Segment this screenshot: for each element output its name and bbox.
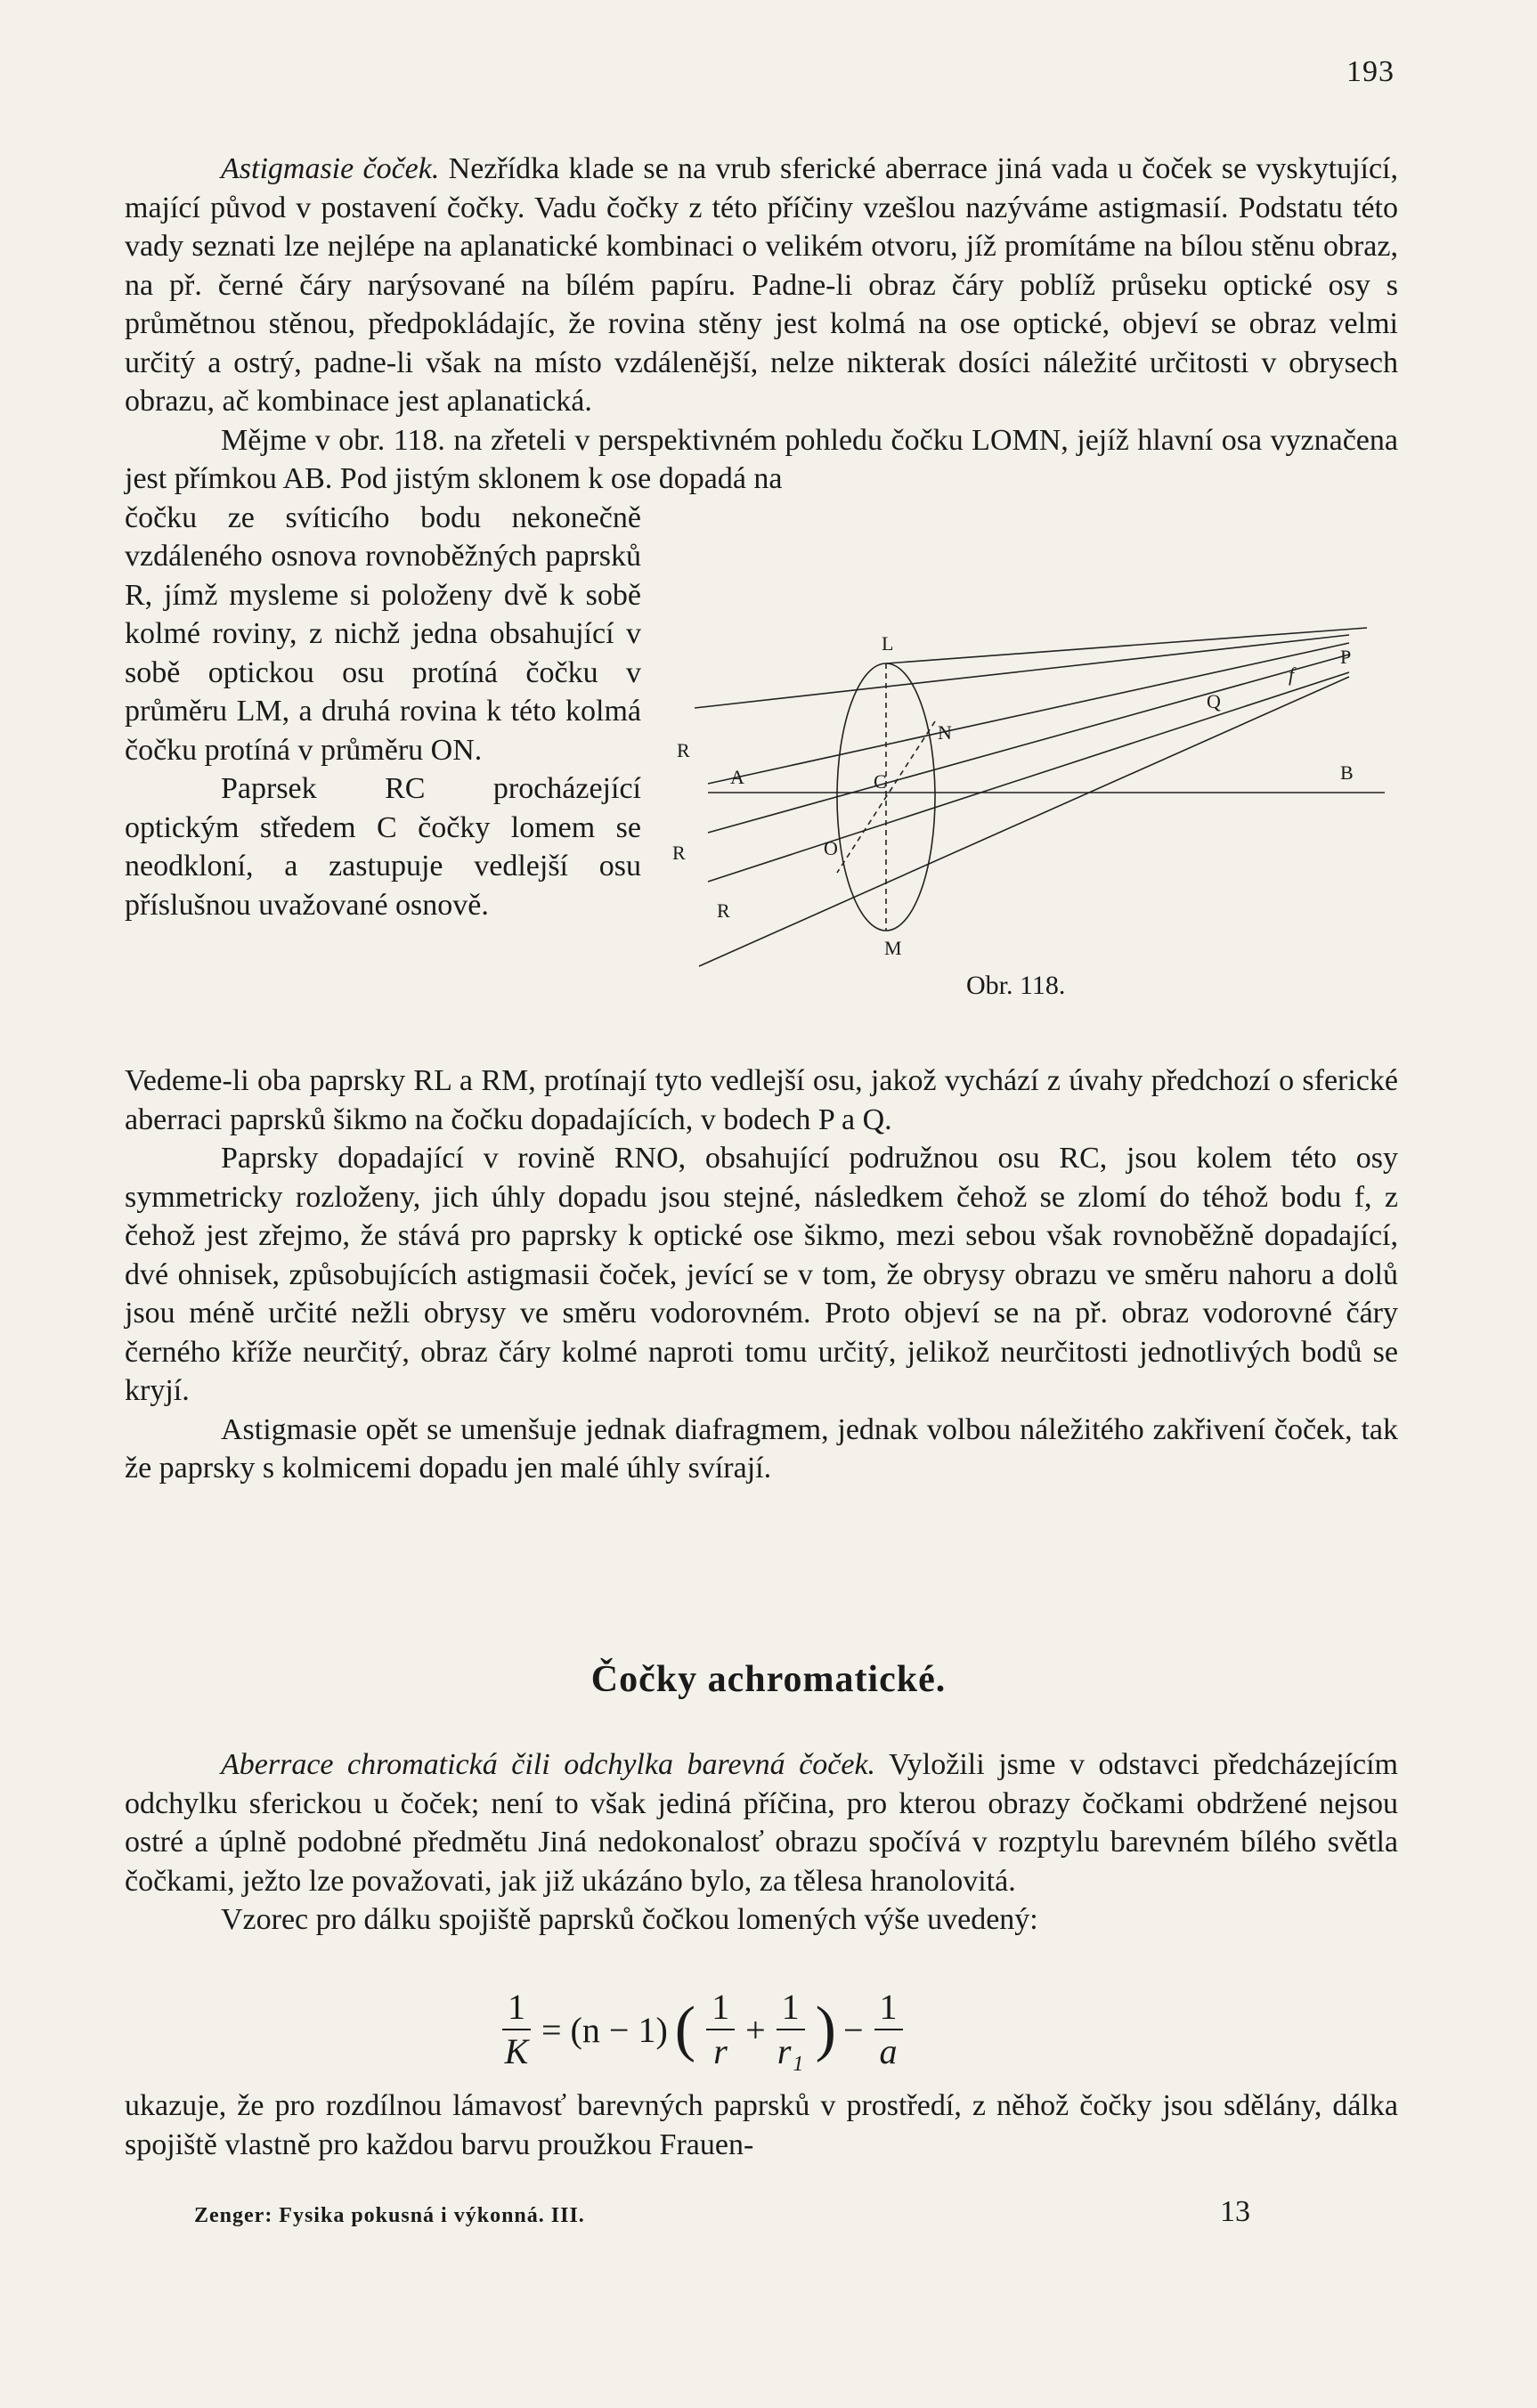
paragraph bbox=[125, 1745, 1398, 1900]
fraction-a: $\frac{1}{a}$ bbox=[874, 1986, 903, 2073]
formula-equals: = (n − 1) bbox=[541, 2009, 668, 2050]
label-R-upper: R bbox=[677, 739, 690, 761]
ray-RC-upper bbox=[708, 643, 1352, 784]
ray-RC bbox=[708, 655, 1349, 833]
label-L: L bbox=[882, 632, 894, 655]
paragraph: Vzorec pro dálku spojiště paprsků čočkou lomených výše uvedený: bbox=[221, 1903, 1038, 1936]
label-A: A bbox=[730, 766, 744, 788]
label-C: C bbox=[874, 770, 887, 793]
section-astigmasie-continued bbox=[125, 1062, 1398, 1488]
fraction-r1: $\frac{1}{\text{r₁}}$ bbox=[777, 1987, 804, 2071]
lens-formula bbox=[499, 1986, 907, 2073]
ray-RO bbox=[708, 672, 1349, 882]
section-heading: Čočky achromatické. bbox=[590, 1659, 947, 1700]
paragraph-text: Nezřídka klade se na vrub sferické aberrace jiná vada u čoček se vyskytující, mající původ v postavení čočky. Vadu čočky z této příčiny vzešlou nazýváme astigmasií. Podstatu této vady seznati lze nejlépe na aplanatické kombinaci o velikém otvoru, jíž promítáme na bílou stěnu obraz, na př. černé čáry narýsované na bílém papíru. Padne-li obraz čáry poblíž průseku optické osy s průmětnou stěnou, předpokládajíc, že rovina stěny jest kolmá na ose optické, objeví se obraz velmi určitý a ostrý, padne-li však na místo vzdálenější, nelze nikterak dosíci náležité určitosti v obrysech obrazu, ač kombinace jest aplanatická. bbox=[125, 152, 1398, 418]
label-M: M bbox=[884, 937, 902, 959]
label-R-middle: R bbox=[672, 842, 686, 864]
paragraph bbox=[125, 150, 1398, 421]
label-O: O bbox=[824, 837, 838, 859]
lens-diagram bbox=[655, 623, 1394, 980]
paragraph: ukazuje, že pro rozdílnou lámavosť barevných paprsků v prostředí, z něhož čočky jsou sdělány, dálka spojiště vlastně pro každou barvu proužkou Frauen- bbox=[125, 2089, 1398, 2161]
label-B: B bbox=[1340, 761, 1354, 784]
formula-plus: + bbox=[745, 2009, 766, 2050]
paren-open: ( bbox=[674, 1995, 696, 2063]
fraction-r: $\frac{1}{r}$ bbox=[706, 1986, 735, 2073]
section-achromatic-continued bbox=[125, 2087, 1398, 2164]
label-P: P bbox=[1340, 646, 1352, 668]
paragraph-wrapped: Paprsek RC procházející optickým středem C čočky lomem se neodkloní, a zastupuje vedlejší osu příslušnou uvažované osnově. bbox=[125, 772, 641, 922]
section-achromatic bbox=[125, 1745, 1398, 1940]
paragraph-text: Vyložili jsme v odstavci předcházejícím odchylku sferickou u čoček; není to však jediná příčina, pro kterou obrazy čočkami obdržené nejsou ostré a úplně podobné předmětu Jiná nedokonalosť obrazu spočívá v rozptylu barevném bílého světla čočkami, ježto lze považovati, jak již ukázáno bylo, za tělesa hranolovitá. bbox=[125, 1748, 1398, 1898]
paragraph: Paprsky dopadající v rovině RNO, obsahující podružnou osu RC, jsou kolem této osy symmetricky rozloženy, jich úhly dopadu jsou stejné, následkem čehož se zlomí do téhož bodu f, z čehož jest zřejmo, že stává pro paprsky k optické ose šikmo, mezi sebou však rovnoběžně dopadající, dvé ohnisek, způsobujících astigmasii čoček, jevící se v tom, že obrysy obrazu ve směru nahoru a dolů jsou méně určité nežli obrysy ve směru vodorovném. Proto objeví se na př. obraz vodorovné čáry černého kříže neurčitý, obraz čáry kolmé naproti tomu určitý, jelikož neurčitosti jednotlivých bodů se kryjí. bbox=[125, 1142, 1398, 1407]
secondary-axis bbox=[886, 628, 1367, 663]
section-title: Aberrace chromatická čili odchylka barevná čoček. bbox=[221, 1748, 876, 1781]
formula-minus: − bbox=[842, 2009, 864, 2050]
label-R-lower: R bbox=[717, 899, 730, 922]
footer-signature: Zenger: Fysika pokusná i výkonná. III. bbox=[194, 2204, 585, 2227]
section-title: Astigmasie čoček. bbox=[221, 152, 440, 185]
ray-RM bbox=[699, 677, 1349, 966]
ray-RL bbox=[695, 635, 1352, 708]
sheet-number: 13 bbox=[1220, 2195, 1250, 2228]
figure-118-diagram bbox=[655, 623, 1394, 1006]
label-N: N bbox=[938, 721, 952, 744]
paragraph-wrapped: čočku ze svíticího bodu nekonečně vzdáleného osnova rovnoběžných paprsků R, jímž mysleme si položeny dvě k sobě kolmé roviny, z nichž jedna obsahující v sobě optickou osu protíná čočku v průměru LM, a druhá rovina k této kolmá čočku protíná v průměru ON. bbox=[125, 500, 641, 767]
figure-caption: Obr. 118. bbox=[966, 971, 1066, 1000]
paragraph: Vedeme-li oba paprsky RL a RM, protínají tyto vedlejší osu, jakož vychází z úvahy předchozí o sferické aberraci paprsků šikmo na čočku dopadajících, v bodech P a Q. bbox=[125, 1064, 1398, 1136]
page-number: 193 bbox=[1346, 55, 1395, 88]
paragraph: Astigmasie opět se umenšuje jednak diafragmem, jednak volbou náležitého zakřivení čoček, tak že paprsky s kolmicemi dopadu jen malé úhly svírají. bbox=[125, 1412, 1398, 1485]
paragraph: Mějme v obr. 118. na zřeteli v perspektivném pohledu čočku LOMN, jejíž hlavní osa vyznačena jest přímkou AB. Pod jistým sklonem k ose dopadá na bbox=[125, 423, 1398, 495]
label-f: f bbox=[1289, 663, 1295, 686]
fraction-lhs: $\frac{1}{K}$ bbox=[502, 1986, 531, 2073]
paren-close: ) bbox=[815, 1995, 836, 2063]
label-Q: Q bbox=[1207, 690, 1221, 712]
